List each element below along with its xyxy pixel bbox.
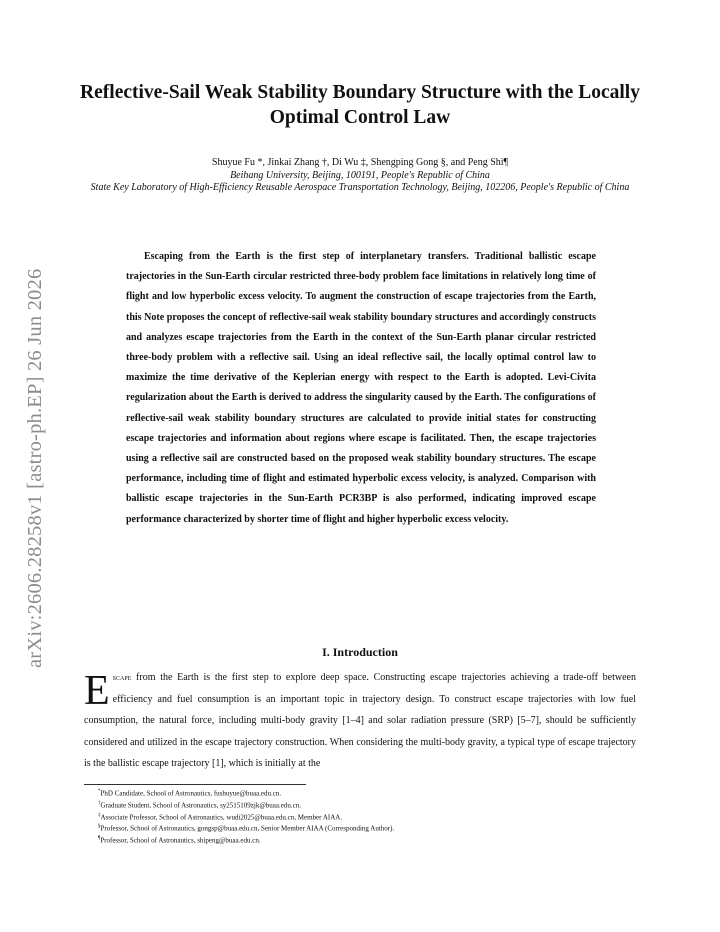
arxiv-side-stamp	[20, 236, 50, 668]
footnote: §Professor, School of Astronautics, gongsp@buaa.edu.cn, Senior Member AIAA (Corresponding Author).	[98, 824, 395, 833]
lead-smallcaps: scape	[112, 672, 132, 682]
section-heading: I. Introduction	[322, 645, 398, 659]
footnote-rule	[84, 784, 306, 785]
affiliation-university: Beihang University, Beijing, 100191, People's Republic of China	[230, 169, 490, 181]
footnote: ¶Professor, School of Astronautics, shipeng@buaa.edu.cn.	[98, 836, 261, 845]
footnotes	[98, 787, 628, 846]
abstract: Escaping from the Earth is the first step of interplanetary transfers. Traditional ballistic escape trajectories in the Sun-Earth circular restricted three-body problem face limitations in relatively long time of flight and low hyperbolic excess velocity. To augment the construction of escape trajectories from the Earth, this Note proposes the concept of reflective-sail weak stability boundary structures and accordingly constructs and analyzes escape trajectories from the Earth in the context of the Sun-Earth planar circular restricted three-body problem with a reflective sail. Using an ideal reflective sail, the locally optimal control law to maximize the time derivative of the Keplerian energy with respect to the Earth is adopted. Levi-Civita regularization about the Earth is derived to address the singularity caused by the Earth. The configurations of reflective-sail weak stability boundary structures are calculated to provide initial states for constructing escape trajectories and information about regions where escape is facilitated. Then, the escape trajectories using a reflective sail are constructed based on the proposed weak stability boundary structures. The escape performance, including time of flight and estimated hyperbolic excess velocity, is analyzed. Comparison with ballistic escape trajectories in the Sun-Earth PCR3BP is also performed, indicating improved escape performance characterized by shorter time of flight and higher hyperbolic excess velocity.	[126, 251, 596, 525]
paper-title: Reflective-Sail Weak Stability Boundary Structure with the Locally Optimal Control Law	[80, 82, 640, 128]
author-block	[60, 157, 660, 195]
footnote: ‡Associate Professor, School of Astronautics, wudi2025@buaa.edu.cn, Member AIAA.	[98, 812, 343, 821]
footnote: †Graduate Student, School of Astronautics, sy2515109zjk@buaa.edu.cn.	[98, 800, 301, 810]
arxiv-identifier: arXiv:2606.28258v1 [astro-ph.EP] 26 Jun 2026	[24, 268, 46, 668]
drop-cap: E	[84, 668, 110, 714]
introduction-paragraph	[84, 667, 636, 775]
author-names: Shuyue Fu *, Jinkai Zhang †, Di Wu ‡, Shengping Gong §, and Peng Shi¶	[211, 157, 509, 168]
affiliation-laboratory: State Key Laboratory of High-Efficiency Reusable Aerospace Transportation Technology, Beijing, 102206, People's Republic of China	[90, 182, 630, 193]
introduction-text: from the Earth is the first step to explore deep space. Constructing escape trajectories achieving a trade-off between efficiency and fuel consumption is an important topic in trajectory design. To construct escape trajectories with low fuel consumption, the natural force, including multi-body gravity [1–4] and solar radiation pressure (SRP) [5–7], should be sufficiently considered and utilized in the escape trajectory construction. When considering the multi-body gravity, a typical type of escape trajectory is the ballistic escape trajectory [1], which is initially at the	[84, 672, 636, 769]
footnote: *PhD Candidate, School of Astronautics, fushuyue@buaa.edu.cn.	[98, 789, 282, 798]
